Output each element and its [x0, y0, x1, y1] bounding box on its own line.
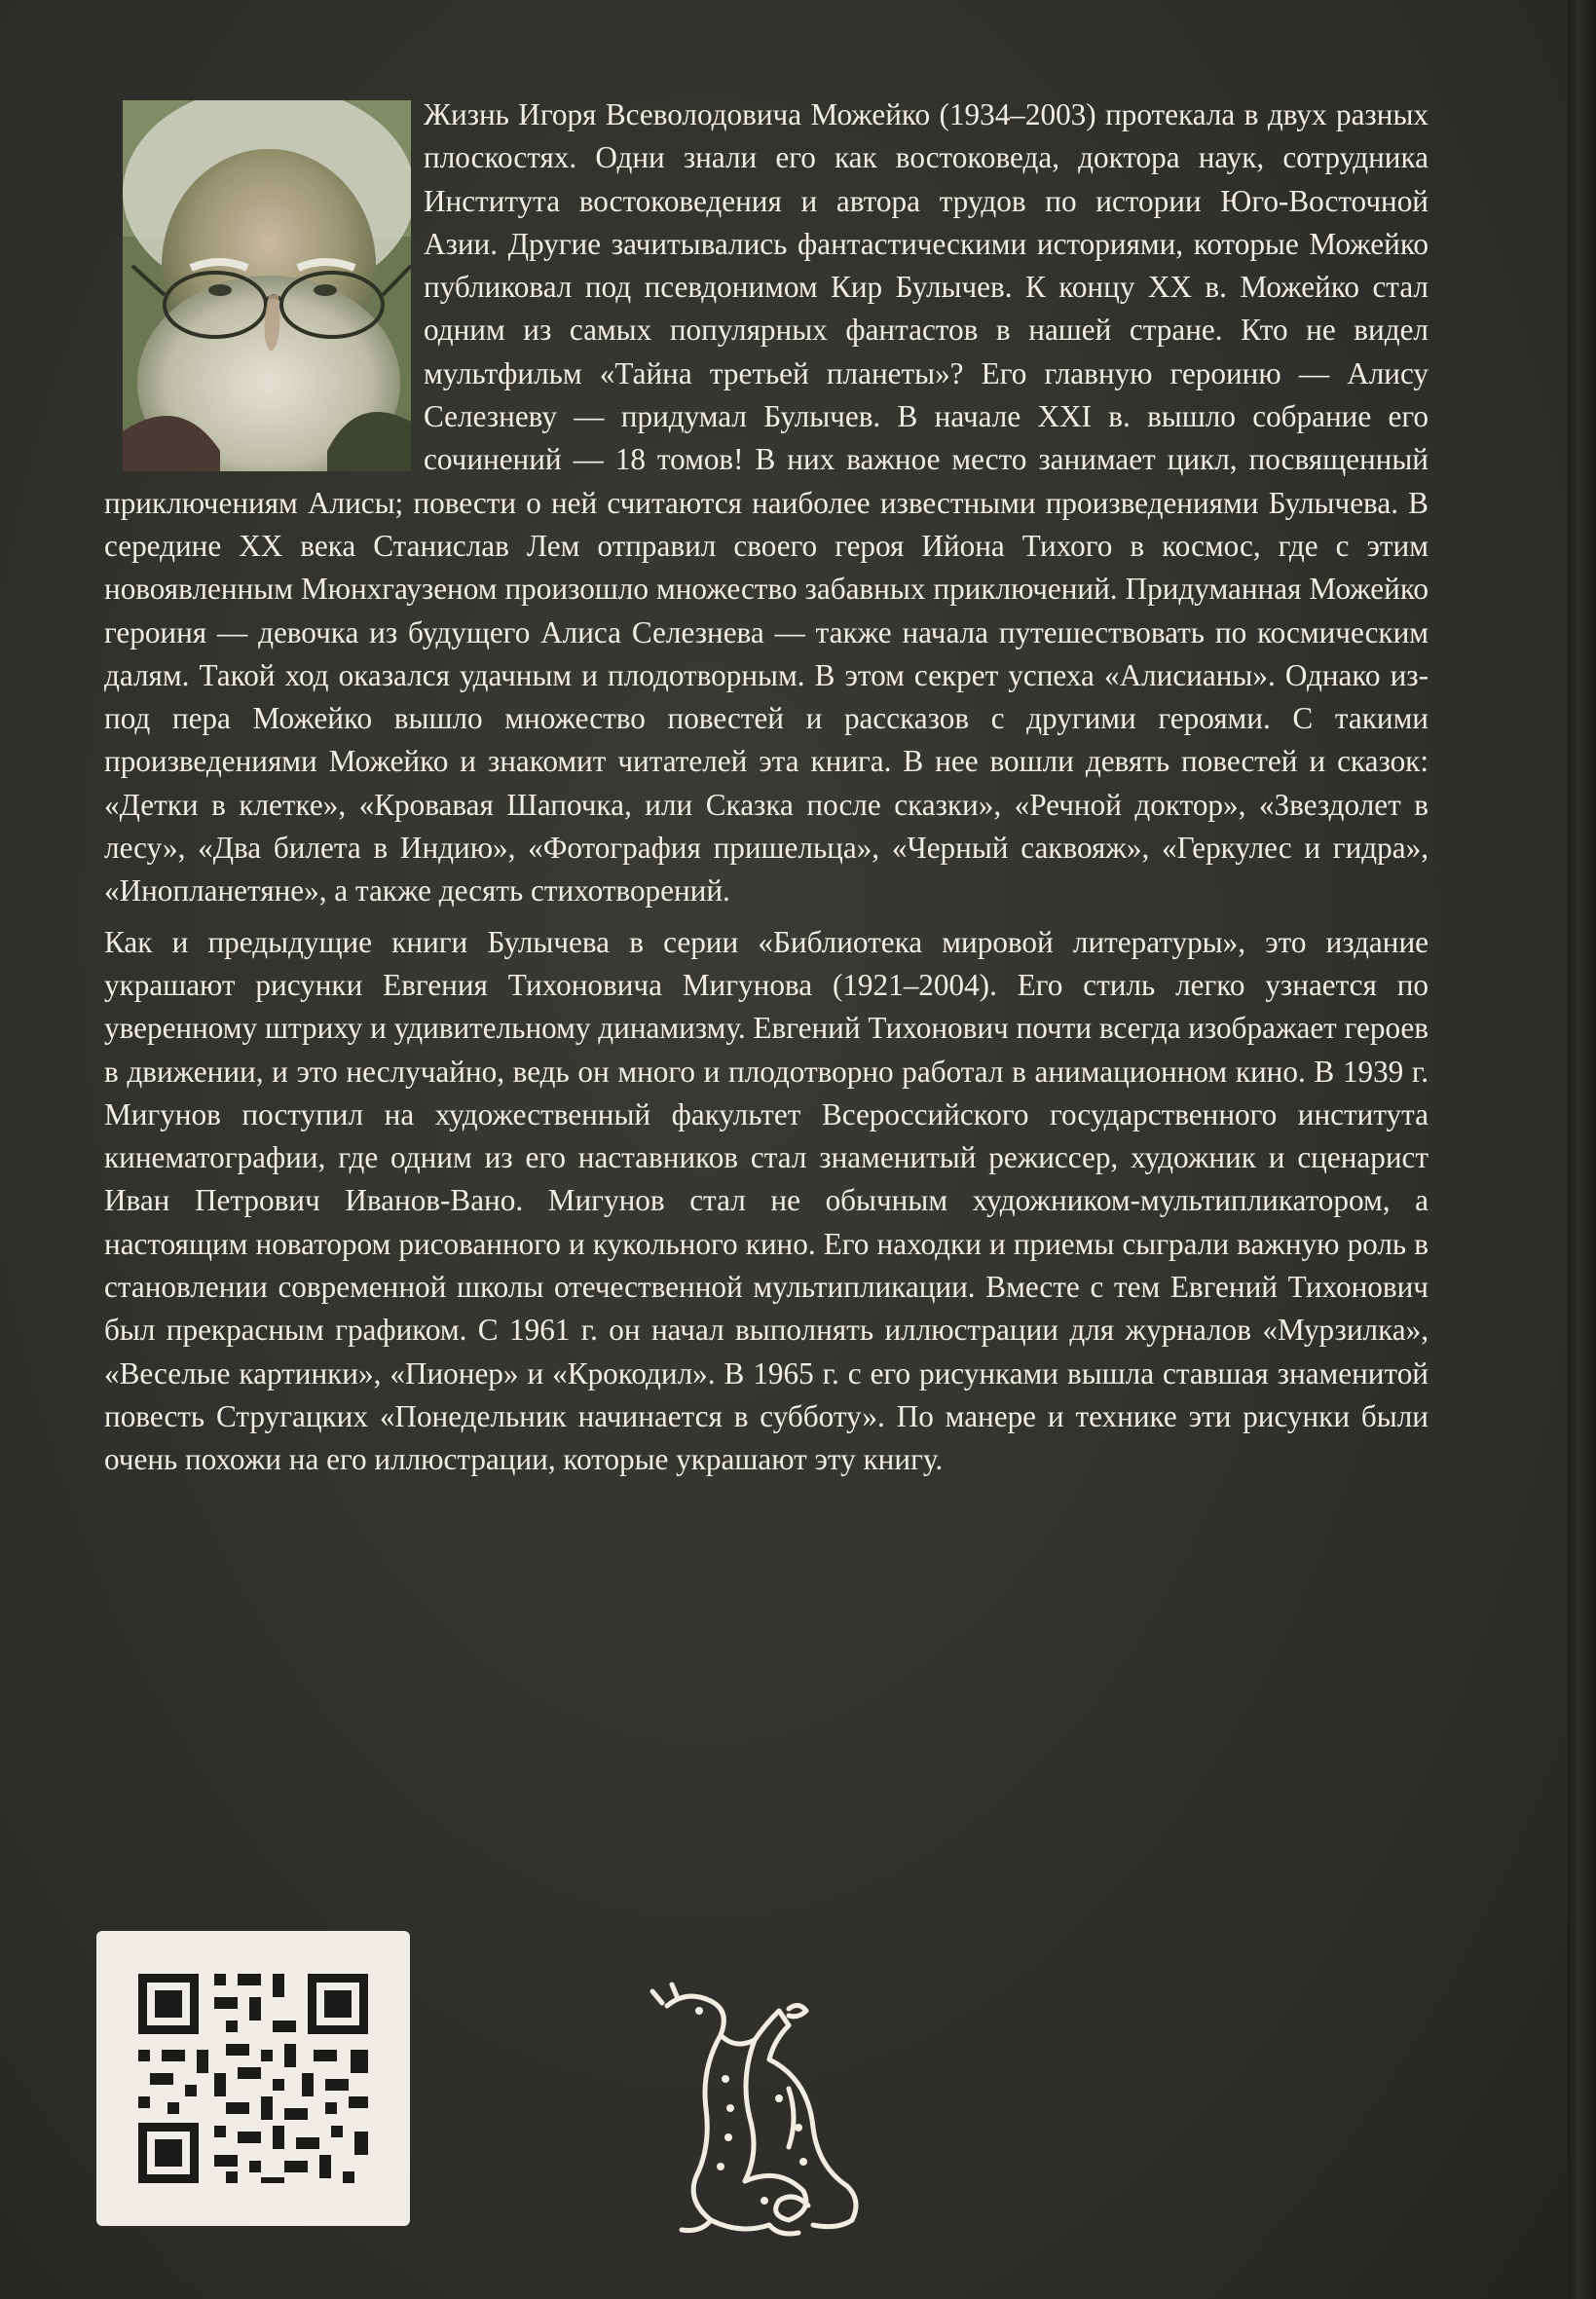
photo-spacer: [104, 93, 424, 473]
paragraph-illustrator: Как и предыдущие книги Булычева в серии «Библиотека мировой литературы», это издание украшают рисунки Евгения Тихоновича Мигунова (1921–2004). Его стиль легко узнается по уверенному штриху и удивительному динамизму. Евгений Тихонович почти всегда изображает героев в движении, и это неслучайно, ведь он много и плодотворно работал в анимационном кино. В 1939 г. Мигунов поступил на художественный факультет Всероссийского государственного института кинематографии, где одним из его наставников стал знаменитый режиссер, художник и сценарист Иван Петрович Иванов-Вано. Мигунов стал не обычным художником-мультипликатором, а настоящим новатором рисованного и кукольного кино. Его находки и приемы сыграли важную роль в становлении современной школы отечественной мультипликации. Вместе с тем Евгений Тихонович был прекрасным графиком. С 1961 г. он начал выполнять иллюстрации для журналов «Мурзилка», «Веселые картинки», «Пионер» и «Крокодил». В 1965 г. с его рисунками вышла ставшая знаменитой повесть Стругацких «Понедельник начинается в субботу». По манере и технике эти рисунки были очень похожи на его иллюстрации, которые украшают эту книгу.: [104, 924, 1429, 1477]
qr-code-panel: [96, 1931, 410, 2226]
qr-code-icon: [138, 1974, 368, 2183]
description-text: [104, 93, 1429, 1482]
dragon-logo-icon: [643, 1982, 886, 2240]
paragraph-author: Жизнь Игоря Всеволодовича Можейко (1934–2003) протекала в двух разных плоскостях. Одни знали его как востоковеда, доктора наук, сотрудника Института востоковедения и автора трудов по истории Юго-Восточной Азии. Другие зачитывались фантастическими историями, которые Можейко публиковал под псевдонимом Кир Булычев. К концу XX в. Можейко стал одним из самых популярных фантастов в нашей стране. Кто не видел мультфильм «Тайна третьей планеты»? Его главную героиню — Алису Селезневу — придумал Булычев. В начале XXI в. вышло собрание его сочинений — 18 томов! В них важное место занимает цикл, посвященный приключениям Алисы; повести о ней считаются наиболее известными произведениями Булычева. В середине XX века Станислав Лем отправил своего героя Ийона Тихого в космос, где с этим новоявленным Мюнхгаузеном произошло множество забавных приключений. Придуманная Можейко героиня — девочка из будущего Алиса Селезнева — также начала путешествовать по космическим далям. Такой ход оказался удачным и плодотворным. В этом секрет успеха «Алисианы». Однако из-под пера Можейко вышло множество повестей и рассказов с другими героями. С такими произведениями Можейко и знакомит читателей эта книга. В нее вошли девять повестей и сказок: «Детки в клетке», «Кровавая Шапочка, или Сказка после сказки», «Речной доктор», «Звездолет в лесу», «Два билета в Индию», «Фотография пришельца», «Черный саквояж», «Геркулес и гидра», «Инопланетяне», а также десять стихотворений.: [104, 97, 1429, 908]
book-spine-edge: [1568, 0, 1596, 2299]
